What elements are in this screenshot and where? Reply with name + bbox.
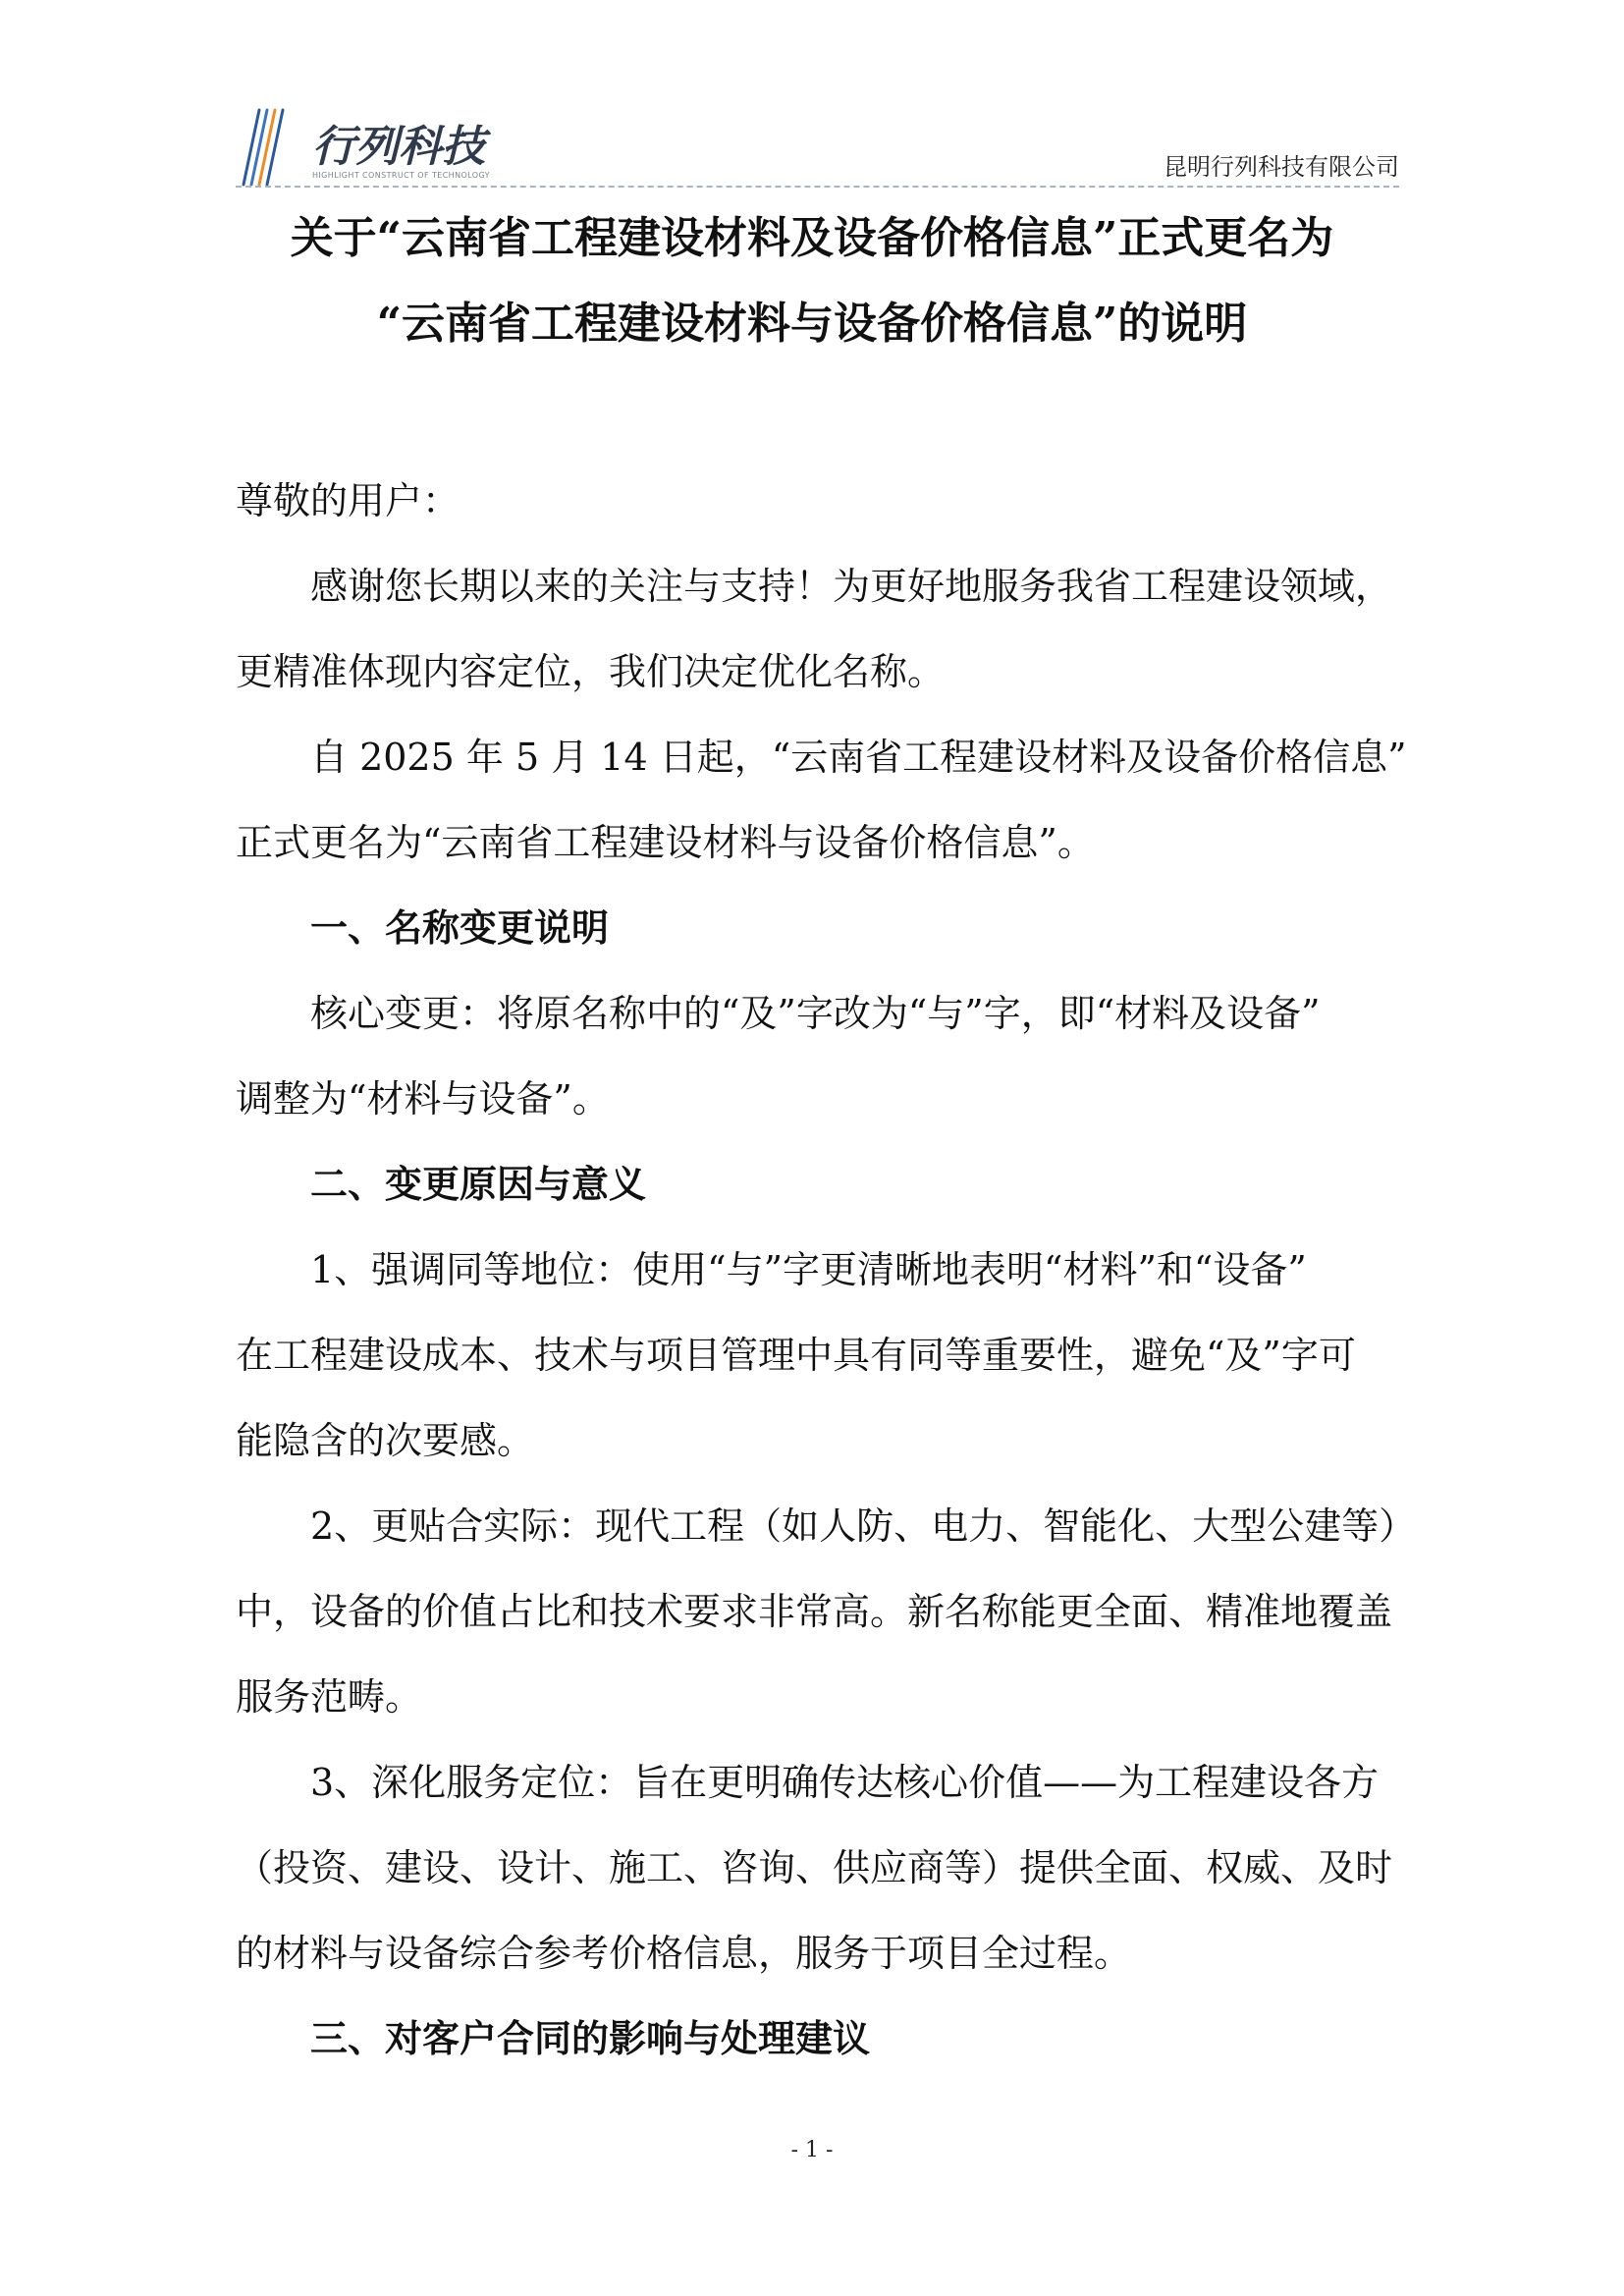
logo-bar [259,110,275,185]
logo-subtitle: HIGHLIGHT CONSTRUCT OF TECHNOLOGY [312,171,490,180]
paragraph-line: 自 2025 年 5 月 14 日起，“云南省工程建设材料及设备价格信息” [310,736,1407,779]
paragraph-line: 服务范畴。 [236,1675,423,1719]
salutation: 尊敬的用户： [236,479,460,522]
paragraph-line: 2、更贴合实际：现代工程（如人防、电力、智能化、大型公建等） [310,1504,1417,1548]
logo-mark-icon [240,106,298,189]
logo-text: 行列科技 [312,122,485,172]
page-number: - 1 - [790,2138,834,2162]
section-heading-1: 一、名称变更说明 [310,906,610,950]
paragraph-line: 中，设备的价值占比和技术要求非常高。新名称能更全面、精准地覆盖 [236,1590,1393,1633]
paragraph-line: 的材料与设备综合参考价格信息，服务于项目全过程。 [236,1932,1132,1975]
section-heading-3: 三、对客户合同的影响与处理建议 [310,2017,871,2060]
paragraph-line: 感谢您长期以来的关注与支持！为更好地服务我省工程建设领域， [310,565,1393,608]
paragraph-line: 调整为“材料与设备”。 [236,1077,610,1121]
paragraph-line: （投资、建设、设计、施工、咨询、供应商等）提供全面、权威、及时 [236,1846,1393,1889]
logo-bar [244,110,259,185]
header-divider [236,186,1399,188]
logo-bar [251,110,267,185]
paragraph-line: 3、深化服务定位：旨在更明确传达核心价值——为工程建设各方 [310,1761,1380,1804]
company-name: 昆明行列科技有限公司 [1164,153,1399,181]
paragraph-line: 正式更名为“云南省工程建设材料与设备价格信息”。 [236,821,1095,864]
section-heading-2: 二、变更原因与意义 [310,1163,647,1206]
paragraph-line: 能隐含的次要感。 [236,1419,535,1462]
document-title-line-2: “云南省工程建设材料与设备价格信息”的说明 [376,299,1248,349]
logo-bar [267,110,283,185]
paragraph-line: 核心变更：将原名称中的“及”字改为“与”字，即“材料及设备” [310,992,1321,1035]
paragraph-line: 1、强调同等地位：使用“与”字更清晰地表明“材料”和“设备” [310,1248,1307,1291]
document-title-line-1: 关于“云南省工程建设材料及设备价格信息”正式更名为 [290,213,1334,263]
paragraph-line: 在工程建设成本、技术与项目管理中具有同等重要性，避免“及”字可 [236,1334,1356,1377]
paragraph-line: 更精准体现内容定位，我们决定优化名称。 [236,650,946,693]
